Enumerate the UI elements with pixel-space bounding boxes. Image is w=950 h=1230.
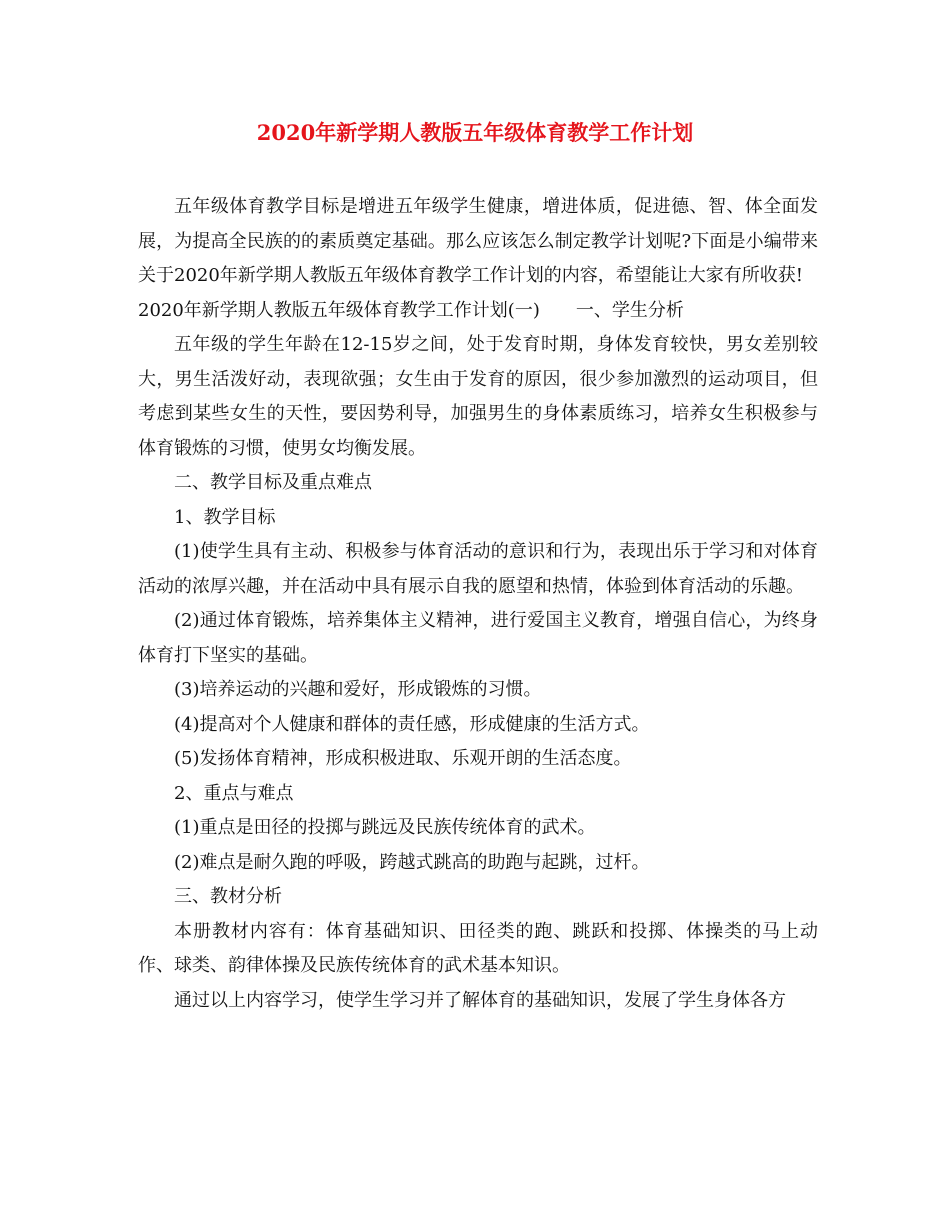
plan-heading: 2020年新学期人教版五年级体育教学工作计划(一) bbox=[138, 299, 540, 321]
section2-heading: 二、教学目标及重点难点 bbox=[174, 472, 372, 493]
goal-2: (2)通过体育锻炼，培养集体主义精神，进行爱国主义教育，增强自信心，为终身体育打下坚实的基础。 bbox=[138, 610, 818, 666]
document-body bbox=[138, 190, 818, 1018]
goal-5: (5)发扬体育精神，形成积极进取、乐观开朗的生活态度。 bbox=[174, 748, 632, 769]
plan-heading-line bbox=[138, 294, 818, 329]
key-point-1: (1)重点是田径的投掷与跳远及民族传统体育的武术。 bbox=[174, 817, 596, 838]
key-heading: 2、重点与难点 bbox=[174, 782, 294, 804]
section3-heading: 三、教材分析 bbox=[174, 886, 282, 907]
goal-3: (3)培养运动的兴趣和爱好，形成锻炼的习惯。 bbox=[174, 679, 542, 700]
document-title: 2020年新学期人教版五年级体育教学工作计划 bbox=[256, 120, 694, 145]
section1-paragraph: 五年级的学生年龄在12-15岁之间，处于发育时期，身体发育较快，男女差别较大，男生活泼好动，表现欲强；女生由于发育的原因，很少参加激烈的运动项目，但考虑到某些女生的天性，要因势利导，加强男生的身体素质练习，培养女生积极参与体育锻炼的习惯，使男女均衡发展。 bbox=[138, 334, 818, 459]
section3-paragraph-2: 通过以上内容学习，使学生学习并了解体育的基础知识，发展了学生身体各方 bbox=[174, 989, 786, 1011]
goal-4: (4)提高对个人健康和群体的责任感，形成健康的生活方式。 bbox=[174, 713, 650, 735]
key-point-2: (2)难点是耐久跑的呼吸，跨越式跳高的助跑与起跳，过杆。 bbox=[174, 851, 650, 873]
section1-heading: 一、学生分析 bbox=[575, 299, 684, 321]
section3-paragraph: 本册教材内容有：体育基础知识、田径类的跑、跳跃和投掷、体操类的马上动作、球类、韵律体操及民族传统体育的武术基本知识。 bbox=[138, 920, 818, 976]
goals-heading: 1、教学目标 bbox=[174, 506, 276, 528]
intro-paragraph: 五年级体育教学目标是增进五年级学生健康，增进体质，促进德、智、体全面发展，为提高全民族的的素质奠定基础。那么应该怎么制定教学计划呢?下面是小编带来关于2020年新学期人教版五年级体育教学工作计划的内容，希望能让大家有所收获! bbox=[138, 196, 818, 286]
goal-1: (1)使学生具有主动、积极参与体育活动的意识和行为，表现出乐于学习和对体育活动的浓厚兴趣，并在活动中具有展示自我的愿望和热情，体验到体育活动的乐趣。 bbox=[138, 541, 818, 597]
